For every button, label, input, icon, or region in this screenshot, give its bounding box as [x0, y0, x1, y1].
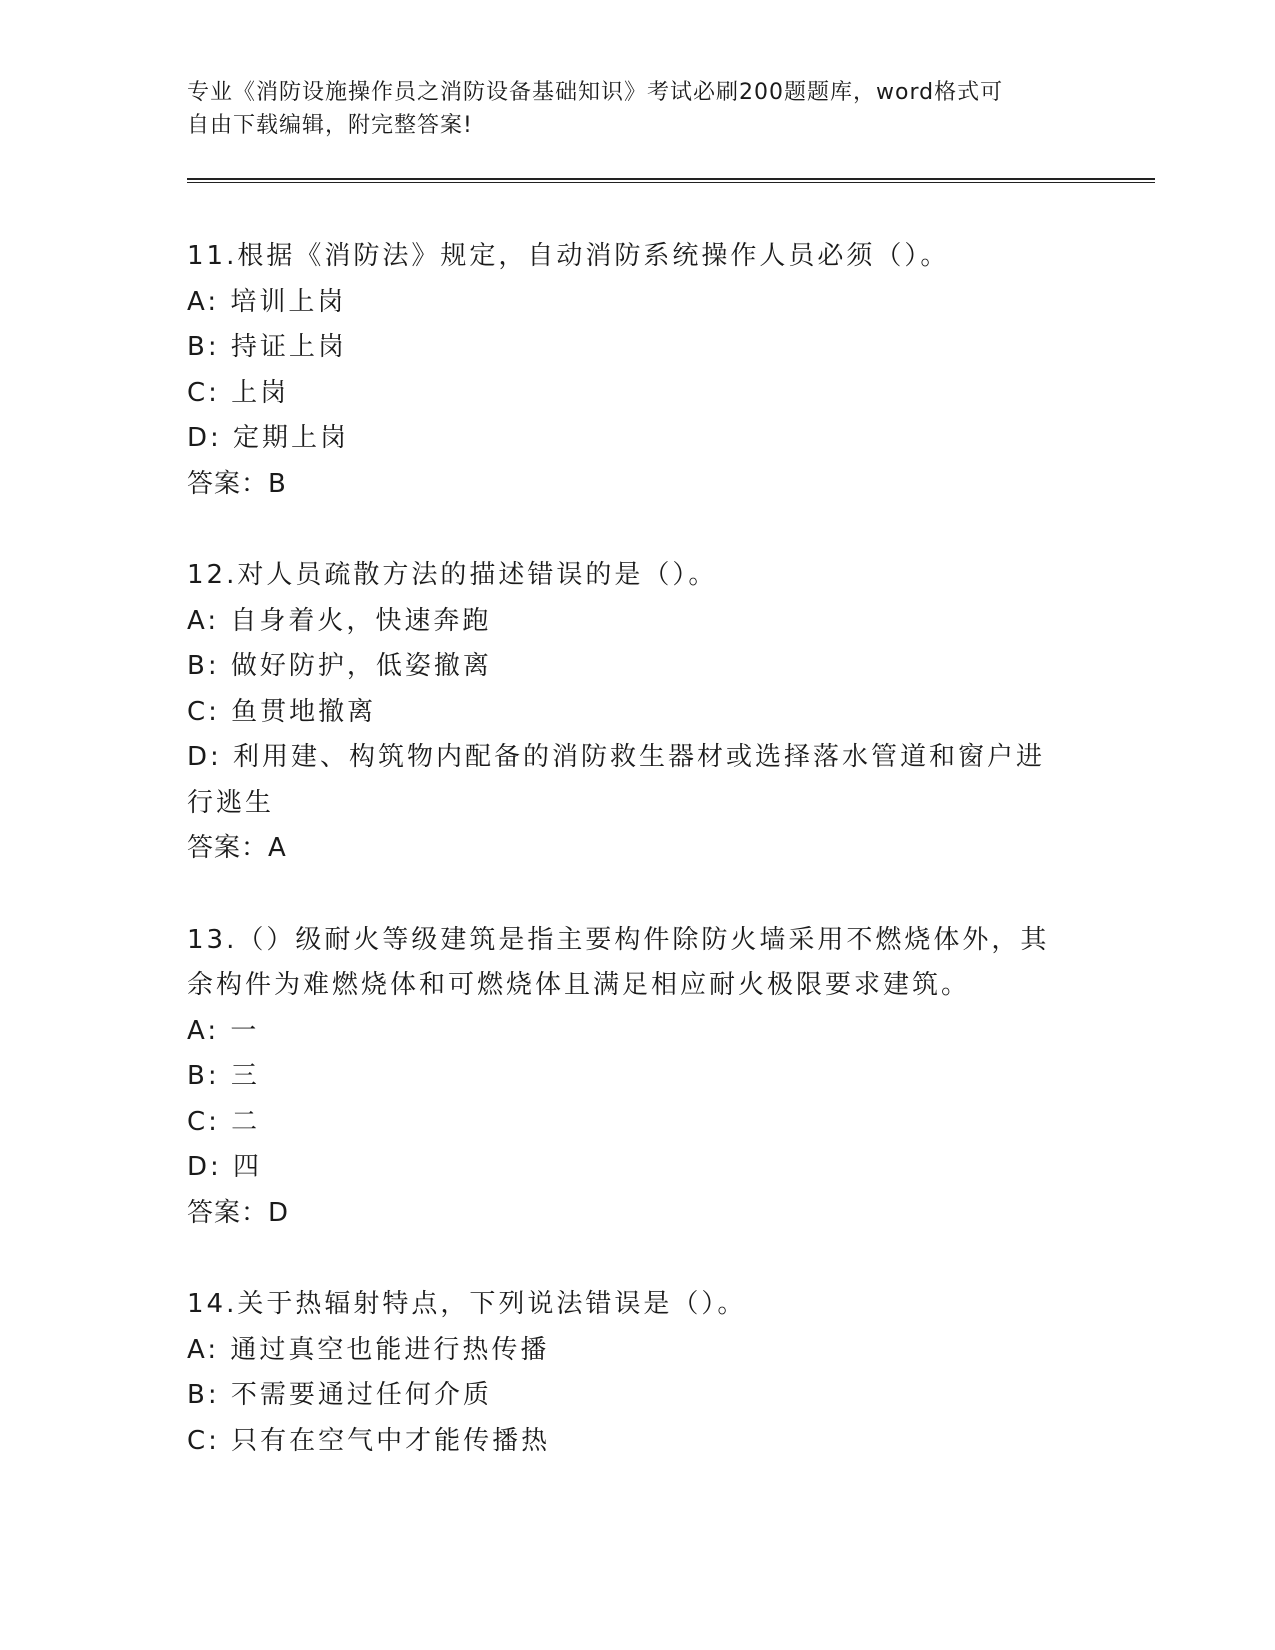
answer-line: 答案：D [187, 1197, 290, 1228]
header-line-1: 专业《消防设施操作员之消防设备基础知识》考试必刷200题题库，word格式可 [187, 80, 1004, 105]
question-stem: 13.（）级耐火等级建筑是指主要构件除防火墙采用不燃烧体外，其余构件为难燃烧体和可燃烧体且满足相应耐火极限要求建筑。 [187, 924, 1050, 1000]
option-b: B: 三 [187, 1061, 260, 1091]
question-stem: 11.根据《消防法》规定，自动消防系统操作人员必须（）。 [187, 241, 950, 271]
question-list [187, 234, 1067, 1510]
option-b: B: 持证上岗 [187, 332, 347, 362]
answer-line: 答案：B [187, 468, 287, 499]
answer-line: 答案：A [187, 833, 287, 863]
question-stem: 14.关于热辐射特点，下列说法错误是（）。 [187, 1289, 747, 1319]
header-line-2: 自由下载编辑，附完整答案! [187, 113, 473, 138]
option-a: A: 通过真空也能进行热传播 [187, 1334, 550, 1365]
option-c: C: 只有在空气中才能传播热 [187, 1425, 551, 1456]
question-11 [187, 234, 1067, 507]
question-13 [187, 918, 1067, 1237]
option-a: A: 一 [187, 1015, 260, 1046]
option-d: D: 定期上岗 [187, 423, 350, 453]
header-divider [187, 178, 1155, 183]
question-14 [187, 1282, 1067, 1464]
option-d: D: 利用建、构筑物内配备的消防救生器材或选择落水管道和窗户进行逃生 [187, 742, 1046, 818]
question-12 [187, 553, 1067, 872]
option-c: C: 鱼贯地撤离 [187, 696, 377, 727]
option-a: A: 培训上岗 [187, 286, 347, 317]
document-header [187, 76, 1067, 142]
question-stem: 12.对人员疏散方法的描述错误的是（）。 [187, 560, 718, 590]
option-c: C: 二 [187, 1106, 261, 1137]
option-b: B: 做好防护，低姿撤离 [187, 651, 492, 681]
option-b: B: 不需要通过任何介质 [187, 1380, 492, 1410]
option-d: D: 四 [187, 1152, 263, 1182]
option-a: A: 自身着火，快速奔跑 [187, 605, 492, 636]
option-c: C: 上岗 [187, 377, 290, 408]
